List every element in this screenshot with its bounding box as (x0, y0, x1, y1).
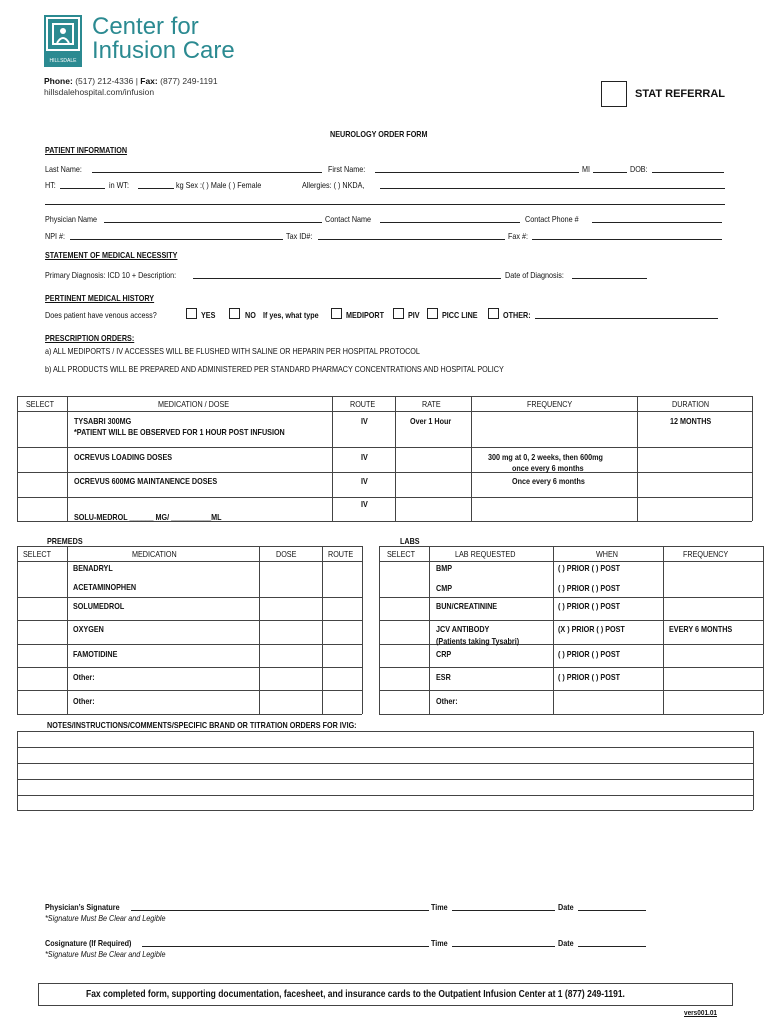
premeds-heading: PREMEDS (47, 536, 83, 546)
lab-col-requested: LAB REQUESTED (455, 549, 516, 559)
fax-value: (877) 249-1191 (160, 76, 218, 86)
premed-item: BENADRYL (73, 563, 113, 573)
picc-checkbox[interactable] (427, 308, 438, 319)
solu-route: IV (361, 499, 368, 509)
premed-item: FAMOTIDINE (73, 649, 118, 659)
footer-text: Fax completed form, supporting documentation, facesheet, and insurance cards to the Outpatient Infusion Center at 1 (877) 249-1191. (86, 989, 625, 1000)
lab-jcv: JCV ANTIBODY (436, 624, 490, 634)
ocrevus-loading-freq-2: once every 6 months (512, 463, 584, 473)
no-label: NO (245, 310, 256, 320)
lab-bmp: BMP (436, 563, 453, 573)
lab-when-jcv[interactable]: (X ) PRIOR ( ) POST (558, 624, 625, 634)
fax-field[interactable] (532, 239, 722, 240)
tysabri-rate: Over 1 Hour (410, 416, 452, 426)
mi-field[interactable] (593, 172, 627, 173)
tysabri-route: IV (361, 416, 368, 426)
notes-heading: NOTES/INSTRUCTIONS/COMMENTS/SPECIFIC BRAND OR TITRATION ORDERS FOR IVIG: (47, 720, 357, 730)
patient-info-heading: PATIENT INFORMATION (45, 145, 128, 155)
contact-phone-field[interactable] (592, 222, 722, 223)
premed-col-route: ROUTE (328, 549, 354, 559)
tysabri-name: TYSABRI 300MG (74, 416, 132, 426)
brand-line1: Center for (92, 13, 199, 40)
time-field[interactable] (452, 910, 555, 911)
ocrevus-loading-freq-1: 300 mg at 0, 2 weeks, then 600mg (488, 452, 603, 462)
physician-signature-label: Physician’s Signature (45, 902, 120, 912)
necessity-heading: STATEMENT OF MEDICAL NECESSITY (45, 250, 178, 260)
contact-phone-label: Contact Phone # (525, 214, 579, 224)
premed-col-select: SELECT (23, 549, 52, 559)
brand-name (92, 15, 235, 63)
tax-id-label: Tax ID#: (286, 231, 313, 241)
dob-field[interactable] (652, 172, 724, 173)
lab-cmp: CMP (436, 583, 453, 593)
npi-field[interactable] (70, 239, 283, 240)
yes-checkbox[interactable] (186, 308, 197, 319)
physician-signature-field[interactable] (131, 910, 429, 911)
wt-field[interactable] (138, 188, 174, 189)
cosign-time-label: Time (431, 938, 448, 948)
if-yes-label: If yes, what type (263, 310, 319, 320)
picc-label: PICC LINE (442, 310, 478, 320)
logo-icon (44, 15, 82, 67)
first-name-field[interactable] (375, 172, 579, 173)
lab-crp: CRP (436, 649, 452, 659)
first-name-label: First Name: (328, 164, 366, 174)
lab-when[interactable]: ( ) PRIOR ( ) POST (558, 601, 621, 611)
primary-diagnosis-field[interactable] (193, 278, 501, 279)
ocrevus-loading-route: IV (361, 452, 368, 462)
physician-field[interactable] (104, 222, 322, 223)
premed-item: SOLUMEDROL (73, 601, 125, 611)
lab-when[interactable]: ( ) PRIOR ( ) POST (558, 583, 621, 593)
lab-bun: BUN/CREATININE (436, 601, 498, 611)
premed-col-medication: MEDICATION (132, 549, 177, 559)
lab-when[interactable]: ( ) PRIOR ( ) POST (558, 649, 621, 659)
other-checkbox[interactable] (488, 308, 499, 319)
rx-note-b: b) ALL PRODUCTS WILL BE PREPARED AND ADMINISTERED PER STANDARD PHARMACY CONCENTRATIONS AND HOSPITAL POLICY (45, 364, 504, 374)
stat-referral-checkbox[interactable] (601, 81, 627, 107)
dob-label: DOB: (630, 164, 648, 174)
premed-item: Other: (73, 696, 95, 706)
time-label: Time (431, 902, 448, 912)
col-frequency: FREQUENCY (527, 399, 573, 409)
lab-jcv-frequency: EVERY 6 MONTHS (669, 624, 733, 634)
date-label: Date (558, 902, 574, 912)
npi-label: NPI #: (45, 231, 66, 241)
lab-when[interactable]: ( ) PRIOR ( ) POST (558, 672, 621, 682)
primary-diagnosis-label: Primary Diagnosis: ICD 10 + Description: (45, 270, 177, 280)
lab-col-frequency: FREQUENCY (683, 549, 729, 559)
fax-label: Fax #: (508, 231, 529, 241)
lab-when[interactable]: ( ) PRIOR ( ) POST (558, 563, 621, 573)
cosign-date-field[interactable] (578, 946, 646, 947)
version-label: vers001.01 (684, 1008, 718, 1017)
premed-item: OXYGEN (73, 624, 104, 634)
date-field[interactable] (578, 910, 646, 911)
other-label: OTHER: (503, 310, 531, 320)
mediport-label: MEDIPORT (346, 310, 385, 320)
tax-id-field[interactable] (318, 239, 505, 240)
venous-access-question: Does patient have venous access? (45, 310, 157, 320)
premed-col-dose: DOSE (276, 549, 297, 559)
ocrevus-maint-name: OCREVUS 600MG MAINTANENCE DOSES (74, 476, 218, 486)
last-name-label: Last Name: (45, 164, 82, 174)
form-title: NEUROLOGY ORDER FORM (330, 129, 428, 139)
diagnosis-date-label: Date of Diagnosis: (505, 270, 564, 280)
logo-sub: HILLSDALE (49, 58, 77, 64)
fax-label: Fax: (140, 76, 158, 86)
tysabri-note: *PATIENT WILL BE OBSERVED FOR 1 HOUR POST INFUSION (74, 427, 285, 437)
cosign-date-label: Date (558, 938, 574, 948)
lab-col-select: SELECT (387, 549, 416, 559)
lab-col-when: WHEN (596, 549, 619, 559)
cosignature-field[interactable] (142, 946, 429, 947)
history-heading: PERTINENT MEDICAL HISTORY (45, 293, 155, 303)
allergies-field[interactable] (380, 188, 725, 189)
rx-note-a: a) ALL MEDIPORTS / IV ACCESSES WILL BE FLUSHED WITH SALINE OR HEPARIN PER HOSPITAL PROTOCOL (45, 346, 420, 356)
contact-name-field[interactable] (380, 222, 520, 223)
piv-checkbox[interactable] (393, 308, 404, 319)
no-checkbox[interactable] (229, 308, 240, 319)
ht-field[interactable] (60, 188, 105, 189)
col-duration: DURATION (672, 399, 710, 409)
phone-value: (517) 212-4336 (75, 76, 134, 86)
other-access-field[interactable] (535, 318, 718, 319)
last-name-field[interactable] (92, 172, 322, 173)
phone-label: Phone: (44, 76, 73, 86)
labs-heading: LABS (400, 536, 420, 546)
sex-label: kg Sex :( ) Male ( ) Female (176, 180, 262, 190)
col-medication: MEDICATION / DOSE (158, 399, 230, 409)
yes-label: YES (201, 310, 216, 320)
premed-item: ACETAMINOPHEN (73, 582, 137, 592)
ocrevus-maint-freq: Once every 6 months (512, 476, 585, 486)
diagnosis-date-field[interactable] (572, 278, 647, 279)
cosign-time-field[interactable] (452, 946, 555, 947)
contact-name-label: Contact Name (325, 214, 372, 224)
website: hillsdalehospital.com/infusion (44, 87, 155, 97)
premed-item: Other: (73, 672, 95, 682)
allergies-label: Allergies: ( ) NKDA, (302, 180, 365, 190)
ocrevus-maint-route: IV (361, 476, 368, 486)
lab-other: Other: (436, 696, 458, 706)
allergies-field-2[interactable] (45, 204, 725, 205)
cosign-note: *Signature Must Be Clear and Legible (45, 949, 166, 959)
contact-info: Phone: (517) 212-4336 | Fax: (877) 249-1191 hillsdalehospital.com/infusion (44, 76, 218, 97)
lab-jcv-note: (Patients taking Tysabri) (436, 636, 520, 646)
wt-label: in WT: (109, 180, 130, 190)
lab-esr: ESR (436, 672, 451, 682)
col-select: SELECT (26, 399, 55, 409)
cosignature-label: Cosignature (If Required) (45, 938, 132, 948)
piv-label: PIV (408, 310, 420, 320)
rx-heading: PRESCRIPTION ORDERS: (45, 333, 135, 343)
signature-note: *Signature Must Be Clear and Legible (45, 913, 166, 923)
tysabri-duration: 12 MONTHS (670, 416, 712, 426)
col-rate: RATE (422, 399, 441, 409)
mi-label: MI (582, 164, 591, 174)
brand-line2: Infusion Care (92, 37, 235, 64)
col-route: ROUTE (350, 399, 376, 409)
solu-medrol-name: SOLU-MEDROL ______ MG/ __________ML (74, 512, 222, 522)
ocrevus-loading-name: OCREVUS LOADING DOSES (74, 452, 173, 462)
stat-referral-label: STAT REFERRAL (635, 88, 726, 100)
ht-label: HT: (45, 180, 56, 190)
mediport-checkbox[interactable] (331, 308, 342, 319)
physician-label: Physician Name (45, 214, 98, 224)
